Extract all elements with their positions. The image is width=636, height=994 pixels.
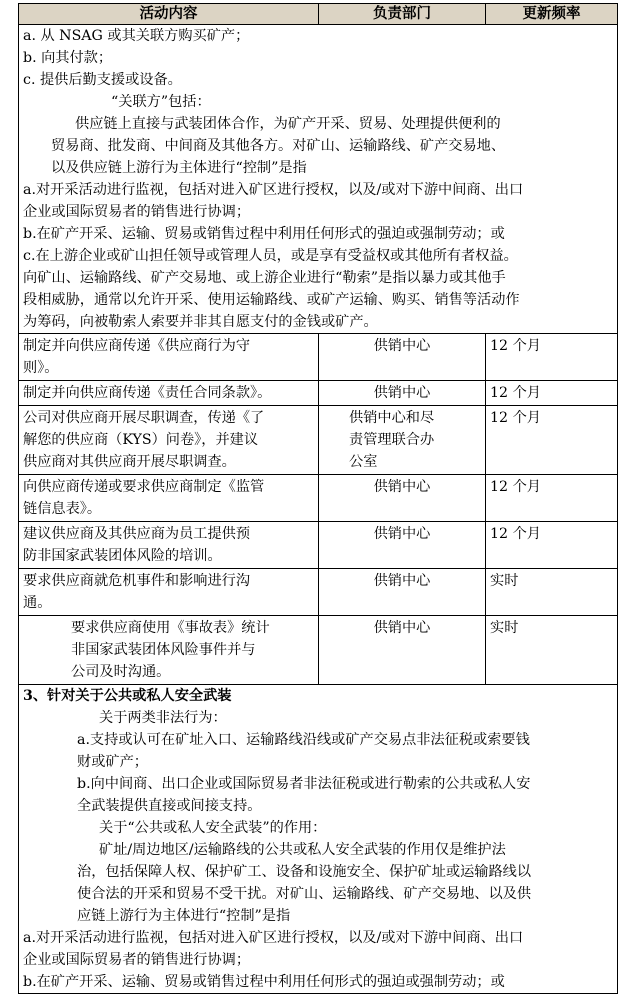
text-line: 供销中心 (373, 385, 431, 401)
text-line: c.在上游企业或矿山担任领导或管理人员，或是享有受益权或其他所有者权益。 (23, 248, 518, 264)
text-line: 责管理联合办 (349, 432, 435, 448)
text-line: 供销中心 (373, 526, 431, 542)
frequency-cell: 12 个月 (486, 522, 618, 569)
text-line: 关于“公共或私人安全武装”的作用： (99, 820, 327, 836)
text-line: 为筹码，向被勒索人索要并非其自愿支付的金钱或矿产。 (23, 314, 378, 330)
text-line: a.支持或认可在矿址入口、运输路线沿线或矿产交易点非法征税或索要钱 (77, 732, 530, 748)
frequency-cell: 实时 (486, 569, 618, 616)
table-row (19, 334, 618, 381)
text-line: 公室 (349, 454, 378, 470)
section-title: 3、针对关于公共或私人安全武装 (23, 688, 232, 704)
text-line: 通。 (23, 595, 52, 611)
text-line: 使合法的开采和贸易不受干扰。对矿山、运输路线、矿产交易地、以及供 (77, 886, 532, 902)
text-line: a. 从 NSAG 或其关联方购买矿产； (23, 28, 250, 44)
text-line: 矿址/周边地区/运输路线的公共或私人安全武装的作用仅是维护法 (99, 842, 506, 858)
table-row (19, 406, 618, 475)
text-line: 供销中心 (373, 479, 431, 495)
table-header-row (19, 4, 618, 25)
frequency-cell: 实时 (486, 616, 618, 685)
text-line: 企业或国际贸易者的销售进行协调； (23, 204, 251, 220)
text-line: 向矿山、运输路线、矿产交易地、或上游企业进行“勒索”是指以暴力或其他手 (23, 270, 506, 286)
activity-cell (19, 475, 319, 522)
text-line: 要求供应商就危机事件和影响进行沟 (23, 573, 251, 589)
text-line: 向供应商传递或要求供应商制定《监管 (23, 479, 265, 495)
text-line: 防非国家武装团体风险的培训。 (23, 548, 222, 564)
frequency-cell: 12 个月 (486, 381, 618, 406)
header-department: 负责部门 (319, 4, 486, 25)
text-line: 财或矿产； (77, 754, 148, 770)
frequency-cell: 12 个月 (486, 475, 618, 522)
department-cell (319, 406, 486, 475)
activity-cell (19, 569, 319, 616)
text-line: a.对开采活动进行监视，包括对进入矿区进行授权，以及/或对下游中间商、出口 (23, 182, 524, 198)
text-line: 制定并向供应商传递《责任合同条款》。 (23, 385, 272, 401)
text-line: 则》。 (23, 360, 59, 376)
table-row (19, 381, 618, 406)
department-cell (319, 522, 486, 569)
text-line: 关于两类非法行为： (99, 710, 227, 726)
text-line: 供销中心 (373, 573, 431, 589)
text-line: “关联方”包括： (111, 94, 211, 110)
table-row (19, 569, 618, 616)
text-line: 应链上游行为主体进行“控制”是指 (77, 908, 291, 924)
activity-table (18, 3, 618, 994)
text-line: 链信息表》。 (23, 501, 102, 517)
text-line: 制定并向供应商传递《供应商行为守 (23, 338, 251, 354)
text-line: 治，包括保障人权、保护矿工、设备和设施安全、保护矿址或运输路线以 (77, 864, 532, 880)
text-line: 供销中心 (373, 620, 431, 636)
table-row (19, 475, 618, 522)
text-line: 全武装提供直接或间接支持。 (77, 798, 262, 814)
header-frequency: 更新频率 (486, 4, 618, 25)
text-line: 公司及时沟通。 (71, 664, 171, 680)
text-line: 非国家武装团体风险事件并与 (71, 642, 256, 658)
text-line: b.向中间商、出口企业或国际贸易者非法征税或进行勒索的公共或私人安 (77, 776, 531, 792)
frequency-cell: 12 个月 (486, 334, 618, 381)
text-line: 要求供应商使用《事故表》统计 (71, 620, 270, 636)
text-line: b.在矿产开采、运输、贸易或销售过程中利用任何形式的强迫或强制劳动；或 (23, 974, 505, 990)
frequency-cell: 12 个月 (486, 406, 618, 475)
text-line: 供应链上直接与武装团体合作，为矿产开采、贸易、处理提供便利的 (75, 116, 501, 132)
text-line: 供应商对其供应商开展尽职调查。 (23, 454, 236, 470)
activity-cell (19, 406, 319, 475)
department-cell (319, 475, 486, 522)
text-line: 贸易商、批发商、中间商及其他各方。对矿山、运输路线、矿产交易地、 (51, 138, 506, 154)
text-line: 以及供应链上游行为主体进行“控制”是指 (51, 160, 307, 176)
department-cell (319, 569, 486, 616)
text-line: c. 提供后勤支援或设备。 (23, 72, 182, 88)
table-row (19, 522, 618, 569)
text-line: 公司对供应商开展尽职调查，传递《了 (23, 410, 265, 426)
activity-cell (19, 616, 319, 685)
activity-cell (19, 522, 319, 569)
text-line: a.对开采活动进行监视，包括对进入矿区进行授权，以及/或对下游中间商、出口 (23, 930, 524, 946)
department-cell (319, 616, 486, 685)
department-cell (319, 334, 486, 381)
section3-cell (19, 685, 618, 994)
table-row (19, 616, 618, 685)
department-cell (319, 381, 486, 406)
activity-cell (19, 334, 319, 381)
text-line: 解您的供应商（KYS）问卷》，并建议 (23, 432, 259, 448)
text-line: 建议供应商及其供应商为员工提供预 (23, 526, 251, 542)
text-line: 段相威胁，通常以允许开采、使用运输路线、或矿产运输、购买、销售等活动作 (23, 292, 520, 308)
intro-cell (19, 25, 618, 334)
activity-cell (19, 381, 319, 406)
section3-row (19, 685, 618, 994)
header-activity: 活动内容 (19, 4, 319, 25)
text-line: 供销中心和尽 (349, 410, 435, 426)
intro-row (19, 25, 618, 334)
text-line: 企业或国际贸易者的销售进行协调； (23, 952, 251, 968)
text-line: 供销中心 (373, 338, 431, 354)
text-line: b. 向其付款； (23, 50, 113, 66)
text-line: b.在矿产开采、运输、贸易或销售过程中利用任何形式的强迫或强制劳动；或 (23, 226, 505, 242)
